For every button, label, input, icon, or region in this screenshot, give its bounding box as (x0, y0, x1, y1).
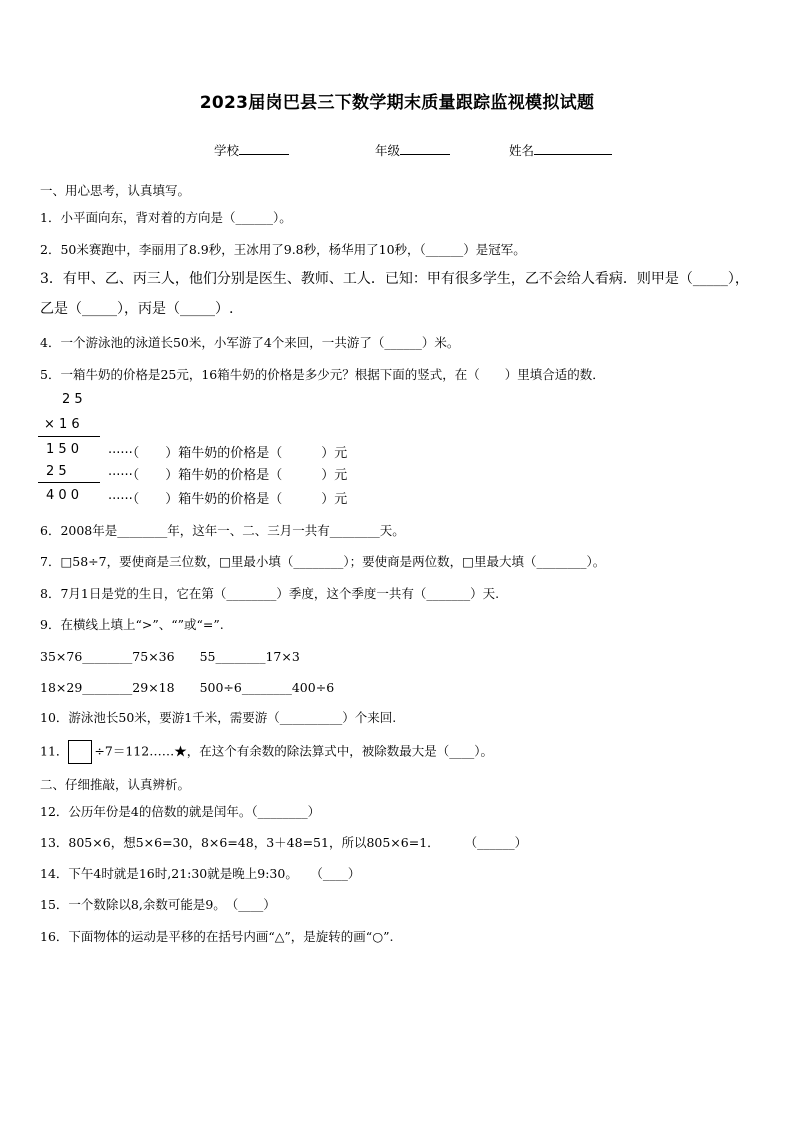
question-4: 4．一个游泳池的泳道长50米，小军游了4个来回，一共游了（______）米。 (40, 335, 460, 350)
question-14: 14．下午4时就是16时,21:30就是晚上9:30。 （____） (40, 866, 361, 881)
vertical-multiplication (36, 390, 396, 506)
question-7: 7．□58÷7，要使商是三位数，□里最小填（________）；要使商是两位数，□里最大填（________）。 (40, 554, 606, 569)
page-title: 2023届岗巴县三下数学期末质量跟踪监视模拟试题 (199, 93, 595, 113)
partial-product-1-note: ······（ ）箱牛奶的价格是（ ）元 (108, 446, 348, 461)
partial-product-1: 1 5 0 (46, 442, 80, 457)
product-line-1 (38, 436, 100, 437)
question-12: 12．公历年份是4的倍数的就是闰年。（________） (40, 804, 321, 819)
multiplier: × 1 6 (44, 417, 80, 432)
product-line-2 (38, 482, 100, 483)
question-5: 5．一箱牛奶的价格是25元，16箱牛奶的价格是多少元？根据下面的竖式，在（ ）里填合适的数． (40, 367, 605, 382)
name-blank (534, 141, 612, 155)
question-9-row-1: 35×76________75×36 55________17×3 (40, 649, 300, 664)
section-2-heading: 二、仔细推敲，认真辨析。 (40, 777, 191, 792)
question-11 (40, 740, 493, 764)
grade-label: 年级 (375, 143, 401, 158)
question-10: 10．游泳池长50米，要游1千米，需要游（__________）个来回. (40, 710, 397, 725)
question-11-text: ÷7＝112……★，在这个有余数的除法算式中，被除数最大是（____）。 (94, 743, 493, 759)
question-2: 2．50米赛跑中，李丽用了8.9秒，王冰用了9.8秒，杨华用了10秒，（______）是冠军。 (40, 242, 526, 257)
question-11-number: 11． (40, 743, 69, 759)
dividend-box (68, 740, 92, 764)
section-1-heading: 一、用心思考，认真填写。 (40, 183, 191, 198)
name-field (509, 141, 612, 159)
school-blank (239, 141, 289, 155)
partial-product-2: 2 5 (46, 464, 67, 479)
final-product: 4 0 0 (46, 488, 80, 503)
question-16: 16．下面物体的运动是平移的在括号内画“△”，是旋转的画“○”. (40, 929, 394, 944)
question-15: 15．一个数除以8,余数可能是9。 （____） (40, 897, 276, 912)
school-label: 学校 (214, 143, 240, 158)
question-3: 3．有甲、乙、丙三人，他们分别是医生、教师、工人．已知：甲有很多学生，乙不会给人看病．则甲是（_____），乙是（_____），丙是（_____）. (40, 271, 749, 317)
question-6: 6．2008年是________年，这年一、二、三月一共有________天。 (40, 523, 405, 538)
question-13: 13．805×6，想5×6=30，8×6=48，3＋48=51，所以805×6=1． （______） (40, 835, 528, 850)
question-1: 1．小平面向东，背对着的方向是（______）。 (40, 210, 292, 225)
question-9: 9．在横线上填上“>”、“”或“=”. (40, 617, 224, 632)
multiplicand: 2 5 (62, 392, 83, 407)
final-product-note: ······（ ）箱牛奶的价格是（ ）元 (108, 492, 348, 507)
grade-field (375, 141, 450, 159)
school-field (214, 141, 289, 159)
grade-blank (400, 141, 450, 155)
question-9-row-2: 18×29________29×18 500÷6________400÷6 (40, 680, 335, 695)
partial-product-2-note: ······（ ）箱牛奶的价格是（ ）元 (108, 468, 348, 483)
name-label: 姓名 (509, 143, 535, 158)
question-8: 8．7月1日是党的生日，它在第（________）季度，这个季度一共有（_______）天. (40, 586, 500, 601)
